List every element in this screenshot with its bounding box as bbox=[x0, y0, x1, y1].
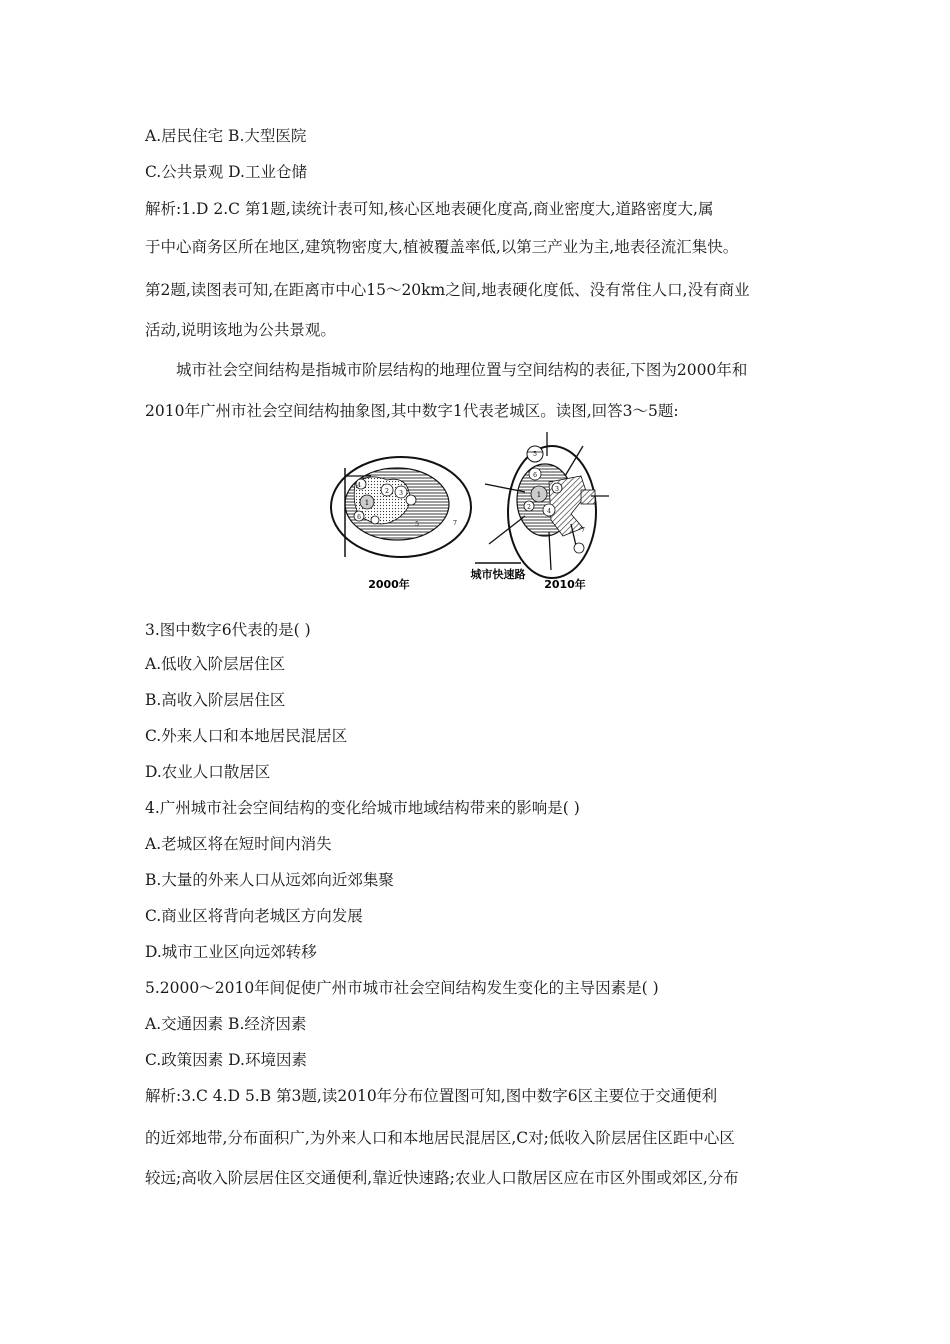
prev-question-options-cd: C.公共景观 D.工业仓储 bbox=[145, 163, 307, 181]
analysis1-line4: 活动,说明该地为公共景观。 bbox=[145, 321, 336, 339]
map2010-num-5: 5 bbox=[533, 451, 537, 458]
map2000-num-6: 6 bbox=[357, 514, 361, 521]
map2000-num-7: 7 bbox=[453, 520, 457, 527]
map2010-num-3: 3 bbox=[555, 486, 559, 493]
map2010-num-7: 7 bbox=[581, 527, 585, 534]
q4-option-b: B.大量的外来人口从远郊向近郊集聚 bbox=[145, 871, 394, 889]
q4-option-d: D.城市工业区向远郊转移 bbox=[145, 943, 317, 961]
analysis1-line1: 解析:1.D 2.C 第1题,读统计表可知,核心区地表硬化度高,商业密度大,道路密度大,属 bbox=[145, 200, 714, 218]
q3-option-a: A.低收入阶层居住区 bbox=[145, 655, 286, 673]
q3-option-d: D.农业人口散居区 bbox=[145, 763, 271, 781]
q3-stem: 3.图中数字6代表的是( ) bbox=[145, 621, 311, 639]
q5-options-ab: A.交通因素 B.经济因素 bbox=[145, 1015, 307, 1033]
map2000-num-4: 4 bbox=[357, 482, 361, 489]
q5-options-cd: C.政策因素 D.环境因素 bbox=[145, 1051, 307, 1069]
q4-option-c: C.商业区将背向老城区方向发展 bbox=[145, 907, 363, 925]
map2010-num-1: 1 bbox=[536, 491, 542, 499]
analysis2-line2: 的近郊地带,分布面积广,为外来人口和本地居民混居区,C对;低收入阶层居住区距中心区 bbox=[145, 1129, 735, 1147]
q4-option-a: A.老城区将在短时间内消失 bbox=[145, 835, 332, 853]
label-2010: 2010年 bbox=[544, 578, 586, 591]
map2010-num-2: 2 bbox=[527, 504, 531, 511]
q4-stem: 4.广州城市社会空间结构的变化给城市地域结构带来的影响是( ) bbox=[145, 799, 580, 817]
legend-expressway: 城市快速路 bbox=[470, 568, 526, 581]
city-structure-figure bbox=[325, 432, 615, 594]
map2010-num-6: 6 bbox=[533, 472, 537, 479]
prev-question-options-ab: A.居民住宅 B.大型医院 bbox=[145, 127, 307, 145]
label-2000: 2000年 bbox=[368, 578, 410, 591]
q3-option-b: B.高收入阶层居住区 bbox=[145, 691, 286, 709]
q3-option-c: C.外来人口和本地居民混居区 bbox=[145, 727, 348, 745]
analysis1-line3: 第2题,读图表可知,在距离市中心15～20km之间,地表硬化度低、没有常住人口,没有商业 bbox=[145, 281, 750, 299]
map2000-num-2: 2 bbox=[385, 488, 389, 495]
analysis2-line1: 解析:3.C 4.D 5.B 第3题,读2010年分布位置图可知,图中数字6区主要位于交通便利 bbox=[145, 1087, 718, 1105]
map2000-num-1: 1 bbox=[364, 499, 370, 507]
intro-line1: 城市社会空间结构是指城市阶层结构的地理位置与空间结构的表征,下图为2000年和 bbox=[176, 361, 748, 379]
map-2010 bbox=[485, 432, 609, 578]
map-2000 bbox=[331, 457, 471, 557]
map2010-num-4: 4 bbox=[547, 508, 551, 515]
map2000-num-3: 3 bbox=[399, 490, 403, 497]
analysis1-line2: 于中心商务区所在地区,建筑物密度大,植被覆盖率低,以第三产业为主,地表径流汇集快。 bbox=[145, 238, 739, 256]
intro-line2: 2010年广州市社会空间结构抽象图,其中数字1代表老城区。读图,回答3～5题: bbox=[145, 402, 679, 420]
q5-stem: 5.2000～2010年间促使广州市城市社会空间结构发生变化的主导因素是( ) bbox=[145, 979, 659, 997]
analysis2-line3: 较远;高收入阶层居住区交通便利,靠近快速路;农业人口散居区应在市区外围或郊区,分布 bbox=[145, 1169, 739, 1187]
map2000-num-5: 5 bbox=[415, 521, 419, 528]
